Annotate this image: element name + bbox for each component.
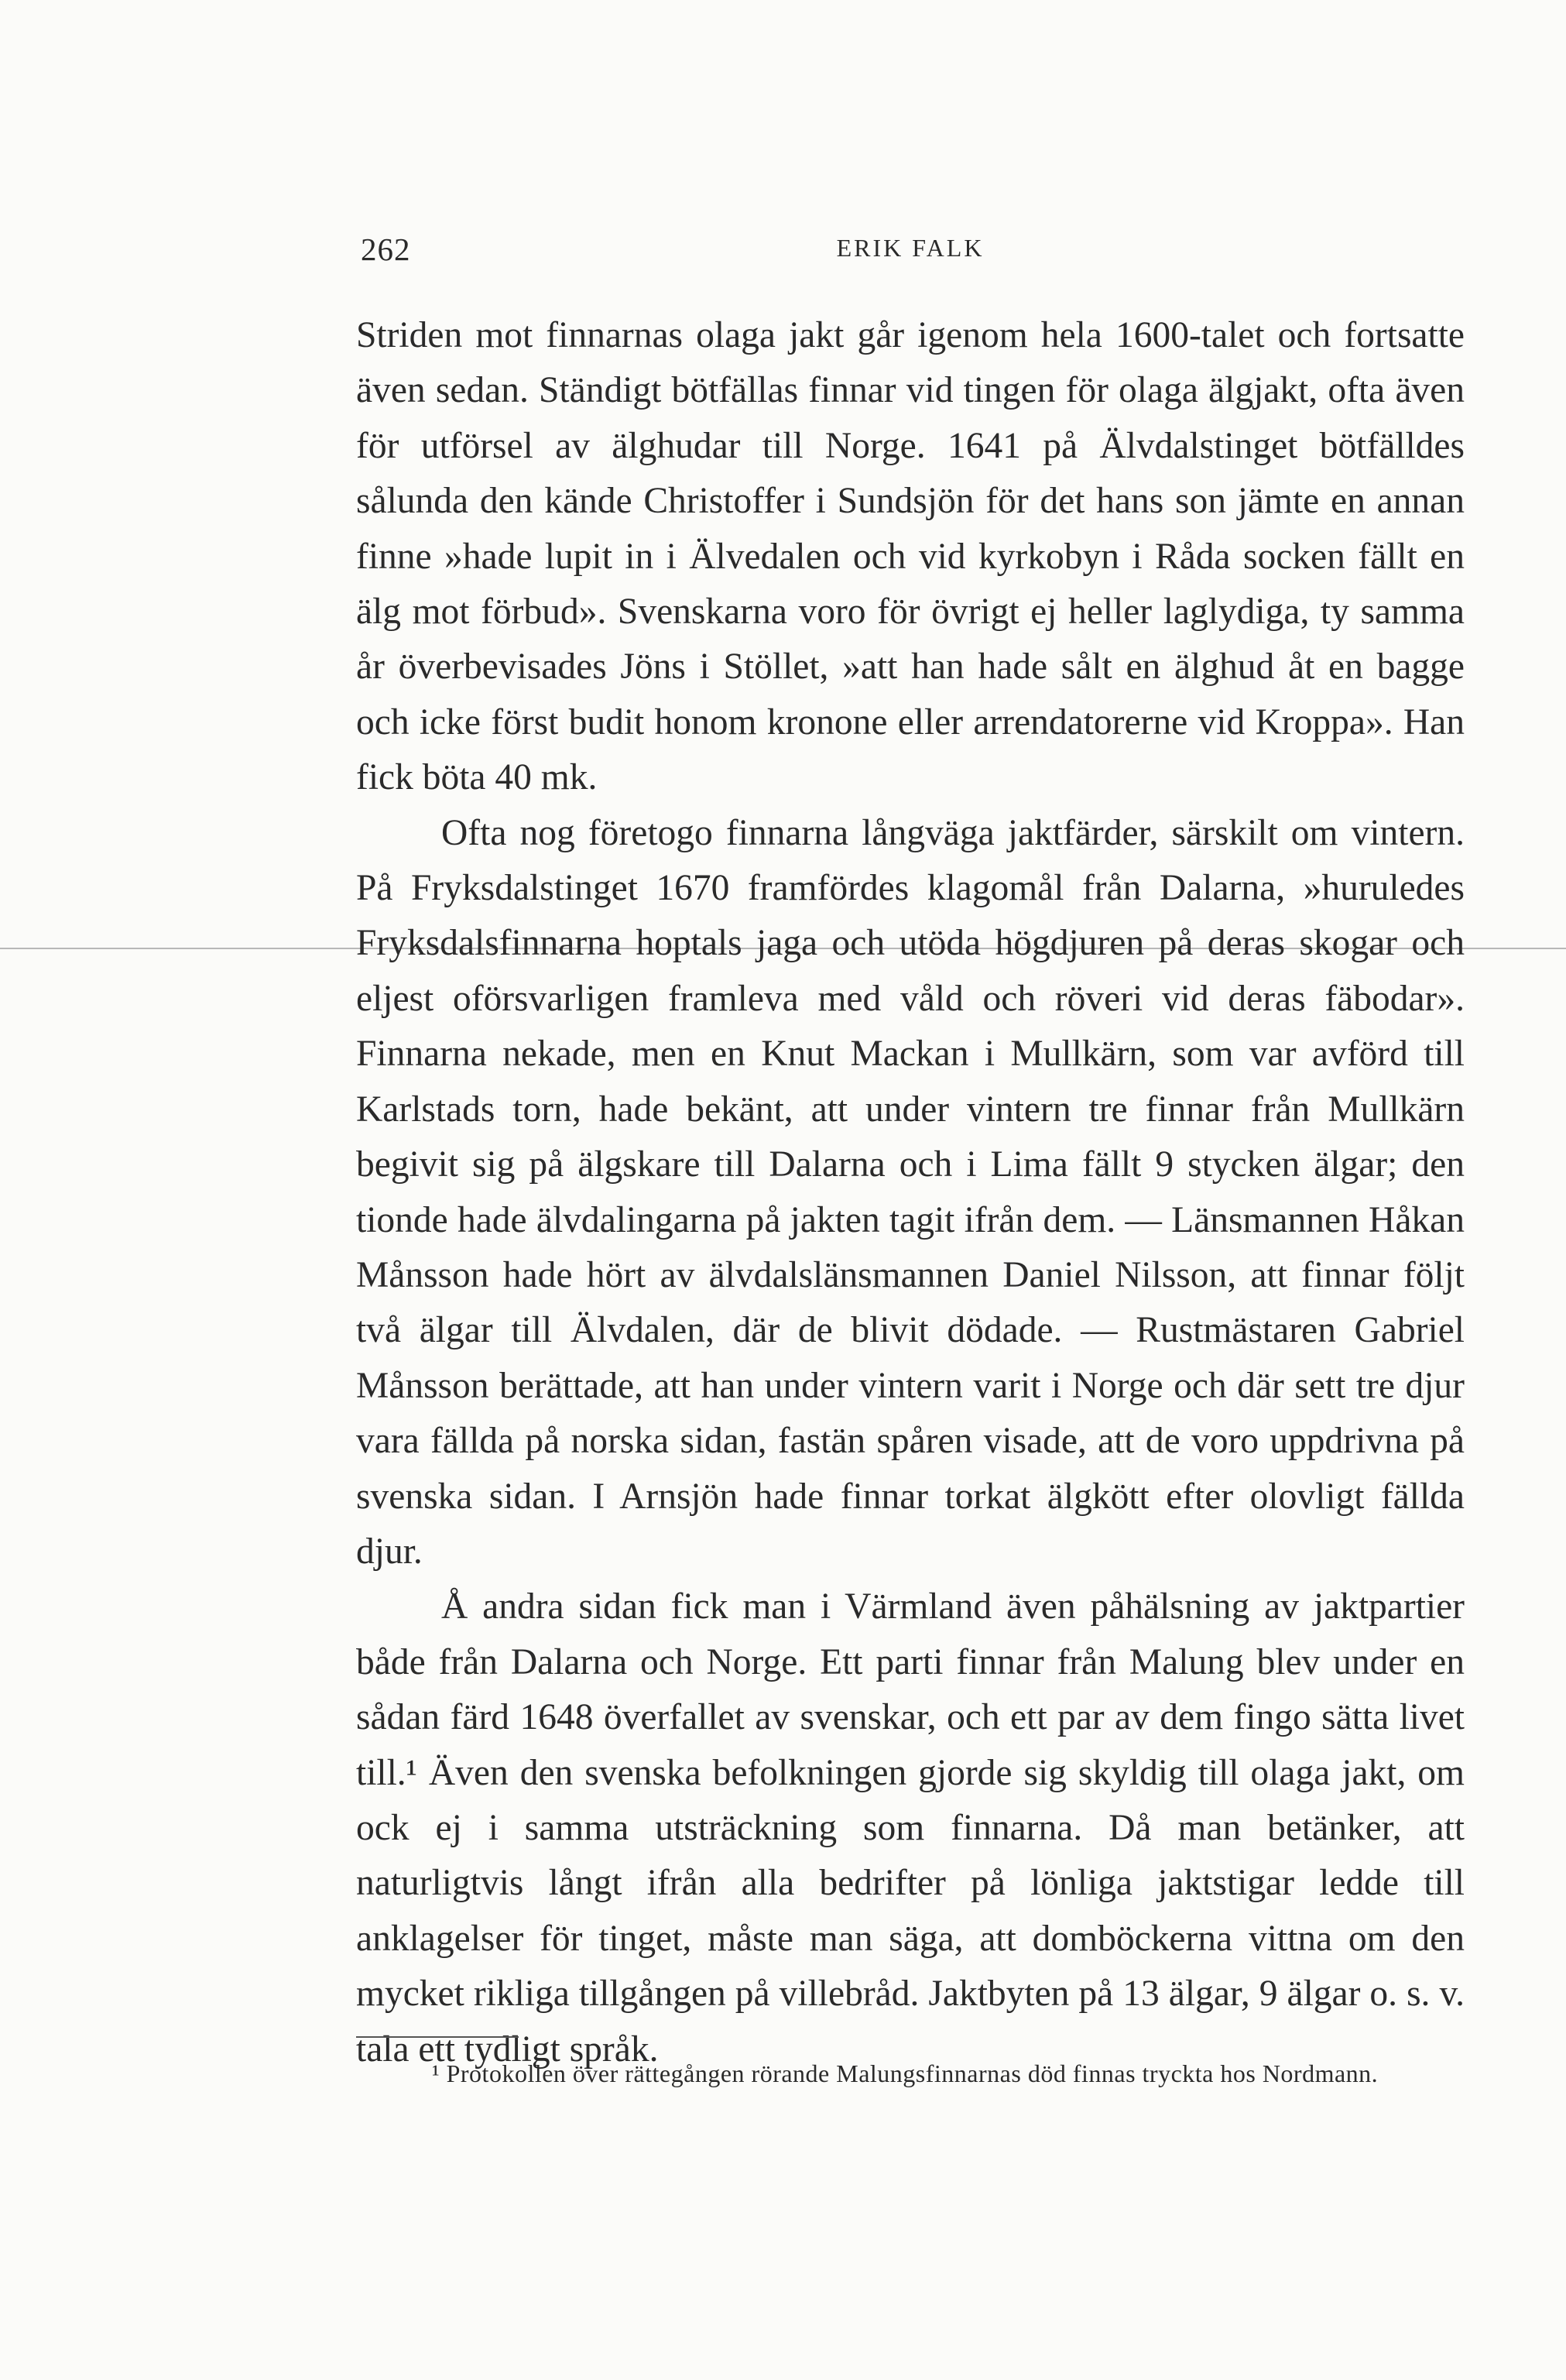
paragraph-1: Striden mot finnarnas olaga jakt går igenom hela 1600-talet och fortsatte även sedan. Ständigt bötfällas finnar vid tingen för olaga älgjakt, ofta även för utförsel av älghudar till Norge. 1641 på Älvdalstinget bötfälldes sålunda den kände Christoffer i Sundsjön för det hans son jämte en annan finne »hade lupit in i Älvedalen och vid kyrkobyn i Råda socken fällt en älg mot förbud». Svenskarna voro för övrigt ej heller laglydiga, ty samma år överbevisades Jöns i Stöllet, »att han hade sålt en älghud åt en bagge och icke först budit honom kronone eller arrendatorerne vid Kroppa». Han fick böta 40 mk. — [356, 315, 1465, 798]
paragraph-2: Ofta nog företogo finnarna långväga jaktfärder, särskilt om vintern. På Fryksdalstinget 1670 framfördes klagomål från Dalarna, »huruledes Fryksdalsfinnarna hoptals jaga och utöda högdjuren på deras skogar och eljest oförsvarligen framleva med våld och röveri vid deras fäbodar». Finnarna nekade, men en Knut Mackan i Mullkärn, som var avförd till Karlstads torn, hade bekänt, att under vintern tre finnar från Mullkärn begivit sig på älgskare till Dalarna och i Lima fällt 9 stycken älgar; den tionde hade älvdalingarna på jakten tagit ifrån dem. — Länsmannen Håkan Månsson hade hört av älvdalslänsmannen Daniel Nilsson, att finnar följt två älgar till Älvdalen, där de blivit dödade. — Rustmästaren Gabriel Månsson berättade, att han under vintern varit i Norge och där sett tre djur vara fällda på norska sidan, fastän spåren visade, att de voro uppdrivna på svenska sidan. I Arnsjön hade finnar torkat älgkött efter olovligt fällda djur. — [356, 812, 1465, 1572]
body-text — [356, 308, 1465, 2077]
footnote-rule — [356, 2036, 519, 2038]
paragraph-3: Å andra sidan fick man i Värmland även påhälsning av jaktpartier både från Dalarna och Norge. Ett parti finnar från Malung blev under en sådan färd 1648 överfallet av svenskar, och ett par av dem fingo sätta livet till.¹ Även den svenska befolkningen gjorde sig skyldig till olaga jakt, om ock ej i samma utsträckning som finnarna. Då man betänker, att naturligtvis långt ifrån alla bedrifter på lönliga jaktstigar ledde till anklagelser för tinget, måste man säga, att domböckerna vittna om den mycket rikliga tillgången på villebråd. Jaktbyten på 13 älgar, 9 älgar o. s. v. tala ett tydligt språk. — [356, 1586, 1465, 2070]
page-number: 262 — [361, 231, 411, 267]
running-head: ERIK FALK — [836, 234, 985, 262]
footnote: ¹ Protokollen över rättegången rörande Malungsfinnarnas död finnas tryckta hos Nordmann. — [432, 2059, 1379, 2087]
page-header — [361, 231, 1460, 277]
